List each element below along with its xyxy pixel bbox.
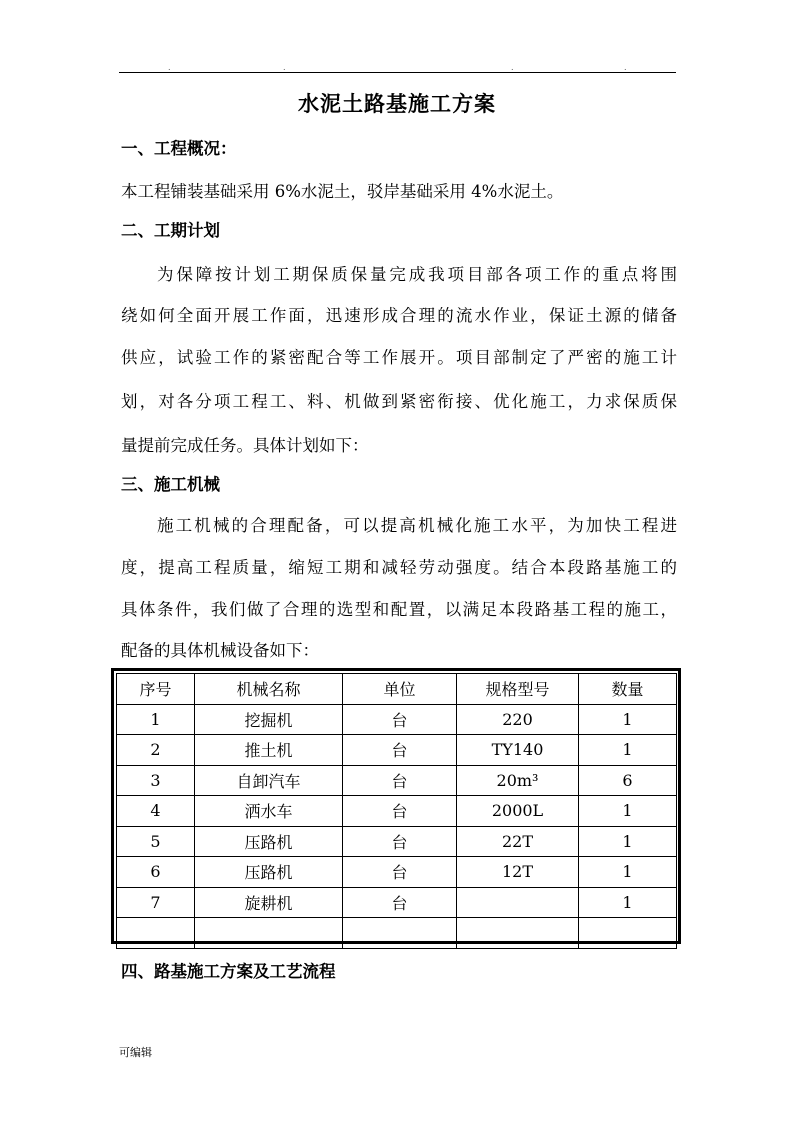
section1-text: 本工程铺装基础采用 6%水泥土，驳岸基础采用 4%水泥土。 <box>121 182 564 201</box>
section2-line: 供应，试验工作的紧密配合等工作展开。项目部制定了严密的施工计 <box>121 348 677 367</box>
header-cell: 数量 <box>579 674 677 705</box>
table-cell: 2000L <box>457 796 579 827</box>
table-cell: 台 <box>343 765 457 796</box>
header-cell: 机械名称 <box>195 674 343 705</box>
table-cell: 6 <box>117 857 195 888</box>
table-row <box>117 857 677 888</box>
table-cell <box>457 887 579 918</box>
section2-heading: 二、工期计划 <box>121 221 220 240</box>
table-cell: 台 <box>343 887 457 918</box>
table-cell: TY140 <box>457 735 579 766</box>
table-cell: 1 <box>579 796 677 827</box>
section3-line: 配备的具体机械设备如下： <box>121 641 319 660</box>
table-cell: 1 <box>579 887 677 918</box>
table-header-row <box>117 674 677 705</box>
equipment-table-frame <box>111 668 681 944</box>
section3-line: 施工机械的合理配备，可以提高机械化施工水平，为加快工程进 <box>157 516 677 535</box>
table-cell <box>457 918 579 949</box>
table-cell: 20m³ <box>457 765 579 796</box>
table-cell: 6 <box>579 765 677 796</box>
table-cell: 台 <box>343 826 457 857</box>
header-dot: . <box>511 63 514 72</box>
document-title: 水泥土路基施工方案 <box>298 91 496 116</box>
table-cell: 1 <box>117 704 195 735</box>
table-cell <box>195 918 343 949</box>
table-cell: 台 <box>343 704 457 735</box>
table-cell: 1 <box>579 735 677 766</box>
table-cell: 台 <box>343 857 457 888</box>
header-cell: 单位 <box>343 674 457 705</box>
header-dot: . <box>168 63 171 72</box>
table-cell: 压路机 <box>195 826 343 857</box>
table-cell: 挖掘机 <box>195 704 343 735</box>
table-row <box>117 887 677 918</box>
table-cell <box>117 918 195 949</box>
table-cell: 22T <box>457 826 579 857</box>
section2-line: 量提前完成任务。具体计划如下： <box>121 436 369 455</box>
table-cell: 压路机 <box>195 857 343 888</box>
footer-label: 可编辑 <box>119 1046 152 1059</box>
table-cell: 12T <box>457 857 579 888</box>
table-cell: 1 <box>579 704 677 735</box>
table-cell: 1 <box>579 826 677 857</box>
equipment-table <box>116 673 677 949</box>
section2-line: 绕如何全面开展工作面，迅速形成合理的流水作业，保证土源的储备 <box>121 306 677 325</box>
table-row-empty <box>117 918 677 949</box>
header-cell: 序号 <box>117 674 195 705</box>
table-cell <box>343 918 457 949</box>
table-cell <box>579 918 677 949</box>
table-cell: 4 <box>117 796 195 827</box>
header-dot: . <box>624 63 627 72</box>
table-row <box>117 735 677 766</box>
table-row <box>117 704 677 735</box>
table-row <box>117 826 677 857</box>
section2-line: 为保障按计划工期保质保量完成我项目部各项工作的重点将围 <box>157 265 677 284</box>
table-cell: 3 <box>117 765 195 796</box>
table-cell: 1 <box>579 857 677 888</box>
table-cell: 220 <box>457 704 579 735</box>
section4-heading: 四、路基施工方案及工艺流程 <box>121 962 336 981</box>
table-cell: 洒水车 <box>195 796 343 827</box>
table-cell: 台 <box>343 796 457 827</box>
table-row <box>117 765 677 796</box>
section3-line: 度，提高工程质量，缩短工期和减轻劳动强度。结合本段路基施工的 <box>121 558 677 577</box>
table-cell: 5 <box>117 826 195 857</box>
section2-line: 划，对各分项工程工、料、机做到紧密衔接、优化施工，力求保质保 <box>121 392 677 411</box>
header-dot: . <box>283 63 286 72</box>
table-cell: 2 <box>117 735 195 766</box>
header-rule <box>119 72 676 73</box>
section3-heading: 三、施工机械 <box>121 475 220 494</box>
section1-heading: 一、工程概况： <box>121 139 237 158</box>
table-cell: 7 <box>117 887 195 918</box>
table-cell: 台 <box>343 735 457 766</box>
header-cell: 规格型号 <box>457 674 579 705</box>
table-cell: 自卸汽车 <box>195 765 343 796</box>
table-cell: 旋耕机 <box>195 887 343 918</box>
table-cell: 推土机 <box>195 735 343 766</box>
section3-line: 具体条件，我们做了合理的选型和配置，以满足本段路基工程的施工， <box>121 600 677 619</box>
table-row <box>117 796 677 827</box>
